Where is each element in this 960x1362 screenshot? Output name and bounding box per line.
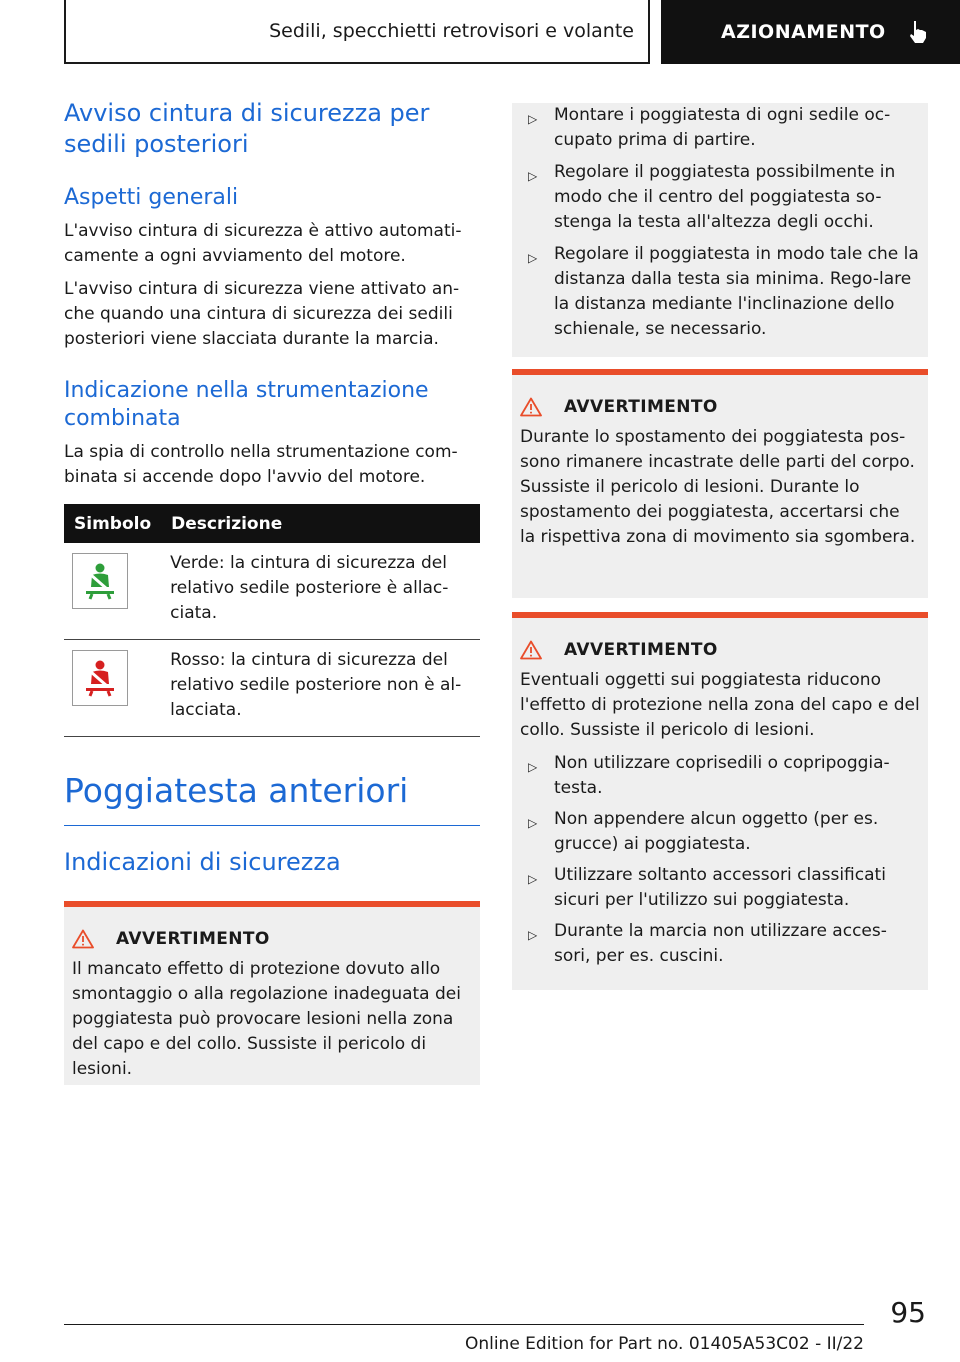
left-column [64,98,480,1085]
table-header-description: Descrizione [161,504,480,543]
page-header [64,0,960,64]
list-item: ▷ Non appendere alcun oggetto (per es. grucce) ai poggiatesta. [528,809,879,854]
bullet-triangle-icon: ▷ [528,112,538,126]
chapter-tab[interactable] [661,0,960,64]
table-row [64,640,480,737]
bullet-triangle-icon: ▷ [528,928,538,942]
table-row [64,543,480,640]
headrest-instructions-box [512,103,928,357]
hand-pointer-icon [906,19,930,45]
paragraph-general-1: L'avviso cintura di sicurezza è attivo automati-camente a ogni avviamento del motore. [64,221,462,266]
subheading-general: Aspetti generali [64,185,239,210]
warning-box-1 [64,901,480,1085]
row-description: Verde: la cintura di sicurezza del relativo sedile posteriore è allac-ciata. [161,543,480,640]
seatbelt-unfastened-red-icon [72,650,128,706]
list-item: ▷ Montare i poggiatesta di ogni sedile oc-cupato prima di partire. [528,105,891,150]
page-number: 95 [890,1296,926,1329]
warning-box-3 [512,612,928,990]
warning-title: AVVERTIMENTO [564,640,718,660]
subheading-safety: Indicazioni di sicurezza [64,848,341,876]
warning-triangle-icon [72,929,94,949]
bullet-triangle-icon: ▷ [528,169,538,183]
heading-rule [64,825,480,826]
section-heading-rear-seatbelt: Avviso cintura di sicurezza per sedili posteriori [64,99,430,158]
section-heading-front-headrests: Poggiatesta anteriori [64,771,409,810]
footer-edition: Online Edition for Part no. 01405A53C02 - II/22 [464,1334,864,1354]
warning-text: Eventuali oggetti sui poggiatesta riducono l'effetto di protezione nella zona del capo e del collo. Sussiste il pericolo di lesioni. [520,670,920,740]
subheading-indication: Indicazione nella strumentazione combinata [64,378,429,431]
list-item: ▷ Utilizzare soltanto accessori classificati sicuri per l'utilizzo sui poggiatesta. [528,865,886,910]
warning-triangle-icon [520,397,542,417]
list-item: ▷ Regolare il poggiatesta in modo tale che la distanza dalla testa sia minima. Rego-lare la distanza mediante l'inclinazione dello schienale, se necessario. [528,244,919,339]
warning-title: AVVERTIMENTO [564,397,718,417]
footer-rule [64,1324,864,1325]
warning-box-2 [512,369,928,598]
symbol-table [64,504,480,737]
warning-triangle-icon [520,640,542,660]
right-column [512,103,928,990]
chapter-title: AZIONAMENTO [721,21,886,43]
list-item: ▷ Non utilizzare coprisedili o copripoggia-testa. [528,753,890,798]
list-item: ▷ Durante la marcia non utilizzare acces-sori, per es. cuscini. [528,921,887,966]
table-header-row [64,504,480,543]
paragraph-general-2: L'avviso cintura di sicurezza viene attivato an-che quando una cintura di sicurezza dei sedili posteriori viene slacciata durante la marcia. [64,279,460,349]
warning-title: AVVERTIMENTO [116,929,270,949]
list-item: ▷ Regolare il poggiatesta possibilmente in modo che il centro del poggiatesta so-stenga la testa all'altezza degli occhi. [528,162,896,232]
table-header-symbol: Simbolo [64,504,161,543]
bullet-triangle-icon: ▷ [528,816,538,830]
bullet-list-warning [512,751,920,969]
paragraph-indication: La spia di controllo nella strumentazione com-binata si accende dopo l'avvio del motore. [64,442,458,487]
bullet-triangle-icon: ▷ [528,760,538,774]
bullet-triangle-icon: ▷ [528,251,538,265]
bullet-list-top [512,103,928,342]
warning-text: Il mancato effetto di protezione dovuto allo smontaggio o alla regolazione inadeguata dei poggiatesta può provocare lesioni nella zona del capo e del collo. Sussiste il pericolo di lesioni. [72,959,461,1079]
bullet-triangle-icon: ▷ [528,872,538,886]
seatbelt-fastened-green-icon [72,553,128,609]
warning-text: Durante lo spostamento dei poggiatesta pos-sono rimanere incastrate delle parti del corpo. Sussiste il pericolo di lesioni. Durante lo spostamento dei poggiatesta, accertarsi che la rispettiva zona di movimento sia sgombera. [520,427,916,547]
row-description: Rosso: la cintura di sicurezza del relativo sedile posteriore non è al-lacciata. [161,640,480,737]
section-title: Sedili, specchietti retrovisori e volante [64,0,650,64]
